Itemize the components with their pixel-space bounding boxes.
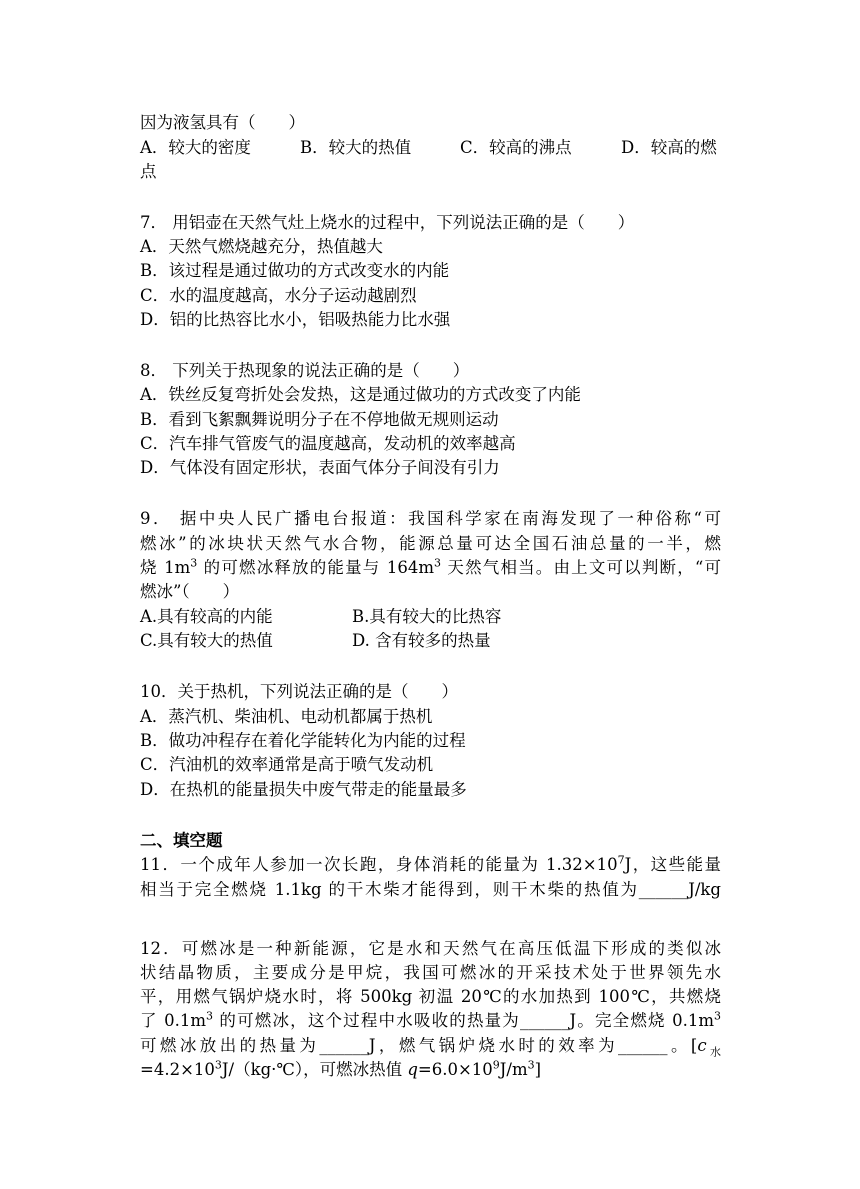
q12-line-3: 平，用燃气锅炉烧水时，将 500kg 初温 20℃的水加热到 100℃，共燃烧 (140, 987, 721, 1006)
q11-line-1 (140, 853, 721, 877)
q12-superscript-5: 3 (527, 1058, 535, 1072)
q9-line-3-b: 的可燃冰释放的能量与 164m (197, 558, 434, 577)
q9-option-d: D. 含有较多的热量 (352, 631, 491, 650)
q12-line-1: 12．可燃冰是一种新能源，它是水和天然气在高压低温下形成的类似冰 (140, 939, 721, 958)
q8-option-b: B．看到飞絮飘舞说明分子在不停地做无规则运动 (140, 410, 499, 429)
q7-option-c: C．水的温度越高，水分子运动越剧烈 (140, 286, 417, 305)
q12-superscript-2: 3 (714, 1009, 721, 1023)
q9-line-3 (140, 556, 721, 580)
q9-option-b: B.具有较大的比热容 (352, 607, 502, 626)
q12-line-5-a: 可燃冰放出的热量为______J，燃气锅炉烧水时的效率为______。[ (140, 1036, 698, 1055)
q12-line-2: 状结晶物质，主要成分是甲烷，我国可燃冰的开采技术处于世界领先水 (140, 963, 721, 982)
q6-option-b: B．较大的热值 (300, 138, 412, 157)
q8-stem: 8． 下列关于热现象的说法正确的是（ ） (140, 361, 470, 380)
q9-options-row-2 (140, 629, 491, 653)
q8-option-d: D．气体没有固定形状，表面气体分子间没有引力 (140, 458, 500, 477)
section-heading: 二、填空题 (140, 831, 223, 850)
q6-option-c: C．较高的沸点 (460, 138, 572, 157)
q7-stem: 7． 用铝壶在天然气灶上烧水的过程中，下列说法正确的是（ ） (140, 213, 635, 232)
q11-superscript: 7 (617, 853, 625, 867)
q7-option-d: D．铝的比热容比水小，铝吸热能力比水强 (140, 310, 451, 329)
q10-stem: 10．关于热机，下列说法正确的是（ ） (140, 682, 458, 701)
q8-option-c: C．汽车排气管废气的温度越高，发动机的效率越高 (140, 434, 516, 453)
q12-line-5 (140, 1034, 721, 1058)
q11-line-2: 相当于完全燃烧 1.1kg 的干木柴才能得到，则干木柴的热值为______J/kg (140, 880, 721, 899)
q9-superscript-1: 3 (190, 556, 198, 570)
q10-option-d: D．在热机的能量损失中废气带走的能量最多 (140, 780, 467, 799)
q6-options-row (140, 136, 717, 160)
q12-symbol-q: q (407, 1060, 418, 1079)
q6-option-d-wrap: 点 (140, 162, 157, 181)
q9-line-3-a: 烧 1m (140, 558, 191, 577)
q7-option-b: B．该过程是通过做功的方式改变水的内能 (140, 261, 450, 280)
q12-symbol-c: c (697, 1036, 707, 1055)
q9-line-1: 9． 据中央人民广播电台报道：我国科学家在南海发现了一种俗称“可 (140, 509, 721, 528)
q11-line-1-b: J，这些能量 (624, 855, 721, 874)
q6-stem-tail: 因为液氢具有（ ） (140, 113, 305, 132)
q12-line-4-a: 了 0.1m (140, 1011, 206, 1030)
q12-line-6-b: J/（kg·℃），可燃冰热值 (221, 1060, 408, 1079)
q12-superscript-3: 3 (214, 1058, 222, 1072)
q7-option-a: A．天然气燃烧越充分，热值越大 (140, 237, 383, 256)
q9-options-row-1 (140, 605, 501, 629)
q9-line-2: 燃冰”的冰块状天然气水合物，能源总量可达全国石油总量的一半，燃 (140, 534, 721, 553)
q12-line-6 (140, 1058, 541, 1082)
q9-option-c: C.具有较大的热值 (140, 631, 273, 650)
q6-option-d: D．较高的燃 (621, 138, 717, 157)
q10-option-b: B．做功冲程存在着化学能转化为内能的过程 (140, 731, 466, 750)
q12-subscript-water: 水 (706, 1045, 721, 1059)
q12-line-6-c: =6.0×10 (417, 1060, 493, 1079)
q12-line-6-a: =4.2×10 (140, 1060, 215, 1079)
q12-line-6-d: J/m (499, 1060, 528, 1079)
q12-line-6-e: ] (534, 1060, 542, 1079)
q9-superscript-2: 3 (434, 556, 441, 570)
q12-superscript-4: 9 (492, 1058, 500, 1072)
q11-line-1-a: 11．一个成年人参加一次长跑，身体消耗的能量为 1.32×10 (140, 855, 618, 874)
q6-option-a: A．较大的密度 (140, 138, 251, 157)
q10-option-a: A．蒸汽机、柴油机、电动机都属于热机 (140, 707, 433, 726)
q12-line-4-b: 的可燃冰，这个过程中水吸收的热量为______J。完全燃烧 0.1m (213, 1011, 714, 1030)
q12-superscript-1: 3 (206, 1009, 213, 1023)
q12-line-4 (140, 1009, 721, 1033)
q10-option-c: C．汽油机的效率通常是高于喷气发动机 (140, 755, 434, 774)
q9-option-a: A.具有较高的内能 (140, 607, 273, 626)
q9-line-3-c: 天然气相当。由上文可以判断，“可 (441, 558, 721, 577)
q9-line-4: 燃冰”（ ） (140, 582, 240, 601)
q8-option-a: A．铁丝反复弯折处会发热，这是通过做功的方式改变了内能 (140, 385, 581, 404)
